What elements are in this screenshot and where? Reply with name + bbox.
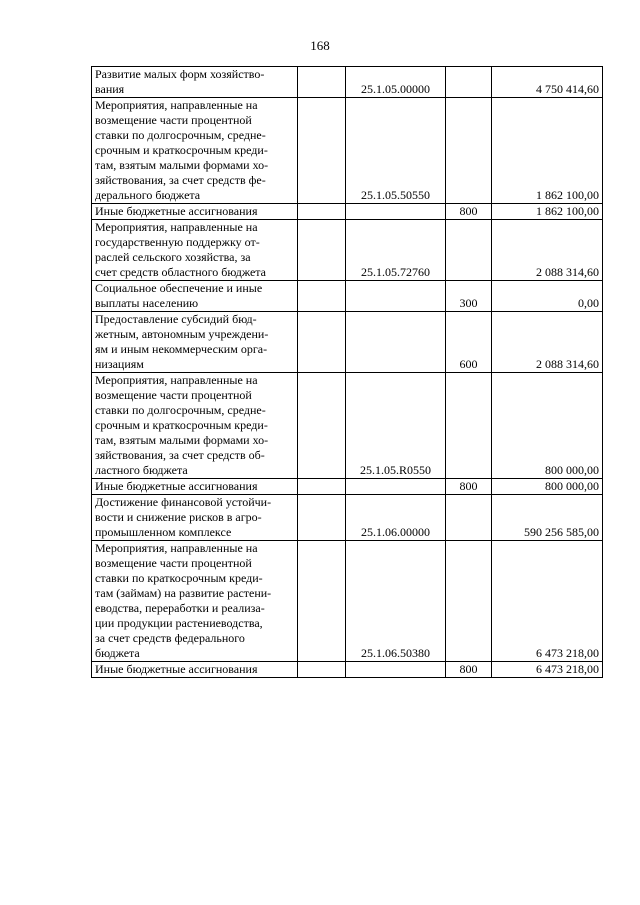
table-row (92, 281, 603, 312)
row-name-cell: Развитие малых форм хозяйство- вания (92, 67, 298, 98)
row-name-cell: Иные бюджетные ассигнования (92, 204, 298, 220)
row-name-cell: Мероприятия, направленные на государственную поддержку от- раслей сельского хозяйства, за счет средств областного бюджета (92, 220, 298, 281)
table-row (92, 373, 603, 479)
row-type-cell: 300 (446, 281, 492, 312)
row-name-cell: Иные бюджетные ассигнования (92, 479, 298, 495)
empty-cell (298, 204, 346, 220)
empty-cell (298, 67, 346, 98)
table-row (92, 495, 603, 541)
table-row (92, 204, 603, 220)
row-name-cell: Мероприятия, направленные на возмещение части процентной ставки по долгосрочным, средне- срочным и краткосрочным креди- там, взятым малыми формами хо- зяйствования, за счет средств об- ластного бюджета (92, 373, 298, 479)
row-name-cell: Предоставление субсидий бюд- жетным, автономным учреждени- ям и иным некоммерческим орга- низациям (92, 312, 298, 373)
row-type-cell: 800 (446, 662, 492, 678)
row-name-cell: Социальное обеспечение и иные выплаты населению (92, 281, 298, 312)
page-number: 168 (310, 38, 330, 53)
table-row (92, 479, 603, 495)
row-amount-cell: 1 862 100,00 (492, 204, 603, 220)
row-code-cell: 25.1.05.R0550 (346, 373, 446, 479)
row-amount-cell: 800 000,00 (492, 373, 603, 479)
empty-cell (298, 479, 346, 495)
empty-cell (298, 98, 346, 204)
row-code-cell: 25.1.06.00000 (346, 495, 446, 541)
row-type-cell: 800 (446, 479, 492, 495)
table-row (92, 541, 603, 662)
row-amount-cell: 4 750 414,60 (492, 67, 603, 98)
row-amount-cell: 800 000,00 (492, 479, 603, 495)
table-row (92, 312, 603, 373)
budget-table (91, 66, 603, 678)
row-amount-cell: 2 088 314,60 (492, 312, 603, 373)
row-type-cell: 800 (446, 204, 492, 220)
row-code-cell: 25.1.05.00000 (346, 67, 446, 98)
row-amount-cell: 590 256 585,00 (492, 495, 603, 541)
table-row (92, 98, 603, 204)
row-amount-cell: 2 088 314,60 (492, 220, 603, 281)
empty-cell (298, 373, 346, 479)
row-name-cell: Достижение финансовой устойчи- вости и снижение рисков в агро- промышленном комплексе (92, 495, 298, 541)
row-code-cell (346, 662, 446, 678)
row-amount-cell: 6 473 218,00 (492, 662, 603, 678)
row-type-cell (446, 495, 492, 541)
row-type-cell (446, 67, 492, 98)
table-row (92, 67, 603, 98)
row-code-cell (346, 312, 446, 373)
table-row (92, 662, 603, 678)
row-amount-cell: 6 473 218,00 (492, 541, 603, 662)
row-code-cell (346, 204, 446, 220)
empty-cell (298, 662, 346, 678)
row-type-cell (446, 373, 492, 479)
row-type-cell: 600 (446, 312, 492, 373)
empty-cell (298, 312, 346, 373)
row-name-cell: Мероприятия, направленные на возмещение части процентной ставки по долгосрочным, средне- срочным и краткосрочным креди- там, взятым малыми формами хо- зяйствования, за счет средств фе- дерального бюджета (92, 98, 298, 204)
row-code-cell (346, 479, 446, 495)
row-amount-cell: 0,00 (492, 281, 603, 312)
row-code-cell: 25.1.06.50380 (346, 541, 446, 662)
row-amount-cell: 1 862 100,00 (492, 98, 603, 204)
row-code-cell: 25.1.05.72760 (346, 220, 446, 281)
empty-cell (298, 220, 346, 281)
row-type-cell (446, 541, 492, 662)
empty-cell (298, 541, 346, 662)
row-code-cell (346, 281, 446, 312)
row-name-cell: Мероприятия, направленные на возмещение части процентной ставки по краткосрочным креди- там (займам) на развитие растени- еводства, переработки и реализа- ции продукции растениеводства, за счет средств федерального бюджета (92, 541, 298, 662)
empty-cell (298, 281, 346, 312)
row-name-cell: Иные бюджетные ассигнования (92, 662, 298, 678)
table-row (92, 220, 603, 281)
empty-cell (298, 495, 346, 541)
row-type-cell (446, 98, 492, 204)
row-code-cell: 25.1.05.50550 (346, 98, 446, 204)
row-type-cell (446, 220, 492, 281)
